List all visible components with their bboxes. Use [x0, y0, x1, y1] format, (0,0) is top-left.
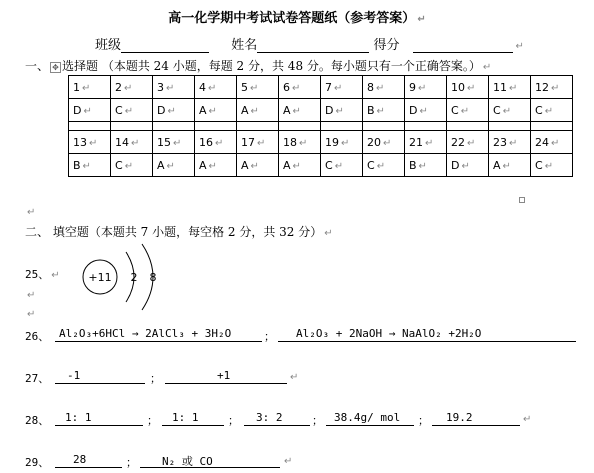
q28-answer3-field[interactable] — [244, 411, 310, 426]
answer-cell[interactable]: B ↵ — [363, 99, 405, 122]
paragraph-mark-line — [282, 453, 292, 467]
answer-cell[interactable]: C ↵ — [447, 99, 489, 122]
answer-row — [69, 99, 573, 122]
section1-title: 选择题 （本题共 24 小题，每题 2 分，共 48 分。每小题只有一个正确答案。） — [62, 59, 481, 73]
spacer-cell — [321, 122, 363, 131]
question-number-cell: 7 ↵ — [321, 76, 363, 99]
question-number-row — [69, 131, 573, 154]
paragraph-mark: ↵ — [124, 160, 134, 172]
q25-number: 25、 — [25, 268, 50, 281]
spacer-cell — [279, 122, 321, 131]
question-number-cell: 23 ↵ — [489, 131, 531, 154]
q26-label: 26、 — [25, 330, 50, 343]
answer-cell[interactable]: C ↵ — [111, 99, 153, 122]
q29-answer1: 28 — [73, 453, 87, 466]
paragraph-mark: ↵ — [419, 105, 428, 117]
paragraph-mark: ↵ — [131, 137, 140, 149]
paragraph-mark: ↵ — [334, 82, 343, 94]
q29-separator: ； — [126, 456, 137, 469]
answer-cell[interactable]: C ↵ — [111, 154, 153, 177]
q26-answer1: Al₂O₃+6HCl → 2AlCl₃ + 3H₂O — [59, 327, 232, 340]
paragraph-mark: ↵ — [250, 82, 259, 94]
paragraph-mark: ↵ — [482, 62, 492, 73]
paragraph-mark: ↵ — [89, 137, 98, 149]
q26-answer2-field[interactable] — [278, 327, 576, 342]
q29-answer1-field[interactable] — [55, 453, 122, 468]
q28-label: 28、 — [25, 414, 50, 427]
answer-cell[interactable]: D ↵ — [321, 99, 363, 122]
spacer-cell — [489, 122, 531, 131]
question-number-cell: 2 ↵ — [111, 76, 153, 99]
paragraph-mark: ↵ — [551, 82, 560, 94]
paragraph-mark: ↵ — [82, 160, 91, 172]
paragraph-mark: ↵ — [417, 14, 426, 25]
paragraph-mark: ↵ — [324, 228, 333, 239]
answer-cell[interactable]: B ↵ — [69, 154, 111, 177]
header-fields — [95, 34, 524, 53]
question-number-cell: 16 ↵ — [195, 131, 237, 154]
paragraph-mark: ↵ — [215, 137, 224, 149]
answer-row — [69, 154, 573, 177]
paragraph-mark: ↵ — [509, 137, 518, 149]
name-field[interactable] — [257, 38, 369, 53]
q28-answer5: 19.2 — [446, 411, 473, 424]
paragraph-mark: ↵ — [250, 160, 259, 172]
paragraph-mark: ↵ — [418, 160, 427, 172]
q28-answer4: 38.4g/ mol — [334, 411, 401, 424]
q28-answer2: 1: 1 — [172, 411, 199, 424]
question-number-cell: 15 ↵ — [153, 131, 195, 154]
shell2-electrons: 8 — [149, 271, 157, 284]
q26-answer1-field[interactable] — [55, 327, 262, 342]
paragraph-mark: ↵ — [208, 82, 217, 94]
paragraph-mark: ↵ — [376, 160, 386, 172]
paragraph-mark: ↵ — [27, 207, 36, 218]
paragraph-mark: ↵ — [299, 137, 308, 149]
answer-cell[interactable]: C ↵ — [531, 99, 573, 122]
q28-sep-4: ； — [418, 414, 429, 427]
title-text: 高一化学期中考试试卷答题纸（参考答案） — [168, 11, 416, 26]
q28-answer3: 3: 2 — [256, 411, 283, 424]
paragraph-mark: ↵ — [502, 160, 511, 172]
question-number-cell: 20 ↵ — [363, 131, 405, 154]
q26-answer2: Al₂O₃ + 2NaOH → NaAlO₂ +2H₂O — [296, 327, 482, 340]
spacer-cell — [363, 122, 405, 131]
paragraph-mark: ↵ — [515, 41, 524, 52]
paragraph-mark: ↵ — [383, 137, 392, 149]
question-number-cell: 10 ↵ — [447, 76, 489, 99]
paragraph-mark: ↵ — [83, 105, 92, 117]
q27-answer1: -1 — [67, 369, 81, 382]
paragraph-mark: ↵ — [173, 137, 182, 149]
answer-cell[interactable]: A ↵ — [237, 99, 279, 122]
question-number-cell: 5 ↵ — [237, 76, 279, 99]
question-number-cell: 3 ↵ — [153, 76, 195, 99]
question-number-cell: 11 ↵ — [489, 76, 531, 99]
q28-answer1: 1: 1 — [65, 411, 92, 424]
empty-line — [25, 287, 35, 301]
score-field[interactable] — [413, 38, 513, 53]
name-label: 姓名 — [231, 38, 258, 53]
paragraph-mark: ↵ — [376, 105, 385, 117]
q28-sep-2: ； — [228, 414, 239, 427]
paragraph-mark: ↵ — [509, 82, 518, 94]
q27-label: 27、 — [25, 372, 50, 385]
table-spacer-row — [69, 122, 573, 131]
paragraph-mark-line — [288, 369, 298, 383]
paragraph-mark: ↵ — [292, 105, 301, 117]
paragraph-mark: ↵ — [544, 105, 554, 117]
answer-cell[interactable]: C ↵ — [531, 154, 573, 177]
question-number-cell: 24 ↵ — [531, 131, 573, 154]
section2-heading — [25, 223, 333, 240]
table-resize-handle-icon[interactable] — [519, 197, 525, 203]
paragraph-mark: ↵ — [544, 160, 554, 172]
class-label: 班级 — [95, 38, 122, 53]
q26-separator: ； — [264, 330, 275, 343]
paragraph-mark: ↵ — [27, 309, 36, 320]
class-field[interactable] — [121, 38, 209, 53]
answer-cell[interactable]: A ↵ — [237, 154, 279, 177]
q28-sep-3: ； — [312, 414, 323, 427]
table-move-handle-icon[interactable]: ✥ — [50, 62, 61, 73]
answer-table — [68, 75, 573, 177]
q27-answer1-field[interactable] — [55, 369, 145, 384]
paragraph-mark: ↵ — [166, 160, 175, 172]
spacer-cell — [447, 122, 489, 131]
answer-cell[interactable]: D ↵ — [405, 99, 447, 122]
paragraph-mark: ↵ — [460, 105, 470, 117]
answer-cell[interactable]: D ↵ — [69, 99, 111, 122]
question-number-cell: 18 ↵ — [279, 131, 321, 154]
q29-answer2: N₂ 或 CO — [162, 455, 213, 468]
question-number-cell: 17 ↵ — [237, 131, 279, 154]
paragraph-mark: ↵ — [467, 82, 476, 94]
q29-label: 29、 — [25, 456, 50, 469]
paragraph-mark: ↵ — [334, 160, 344, 172]
paragraph-mark: ↵ — [167, 105, 176, 117]
paragraph-mark-line — [521, 411, 531, 425]
answer-cell[interactable]: C ↵ — [363, 154, 405, 177]
paragraph-mark: ↵ — [341, 137, 350, 149]
paragraph-mark: ↵ — [418, 82, 427, 94]
question-number-cell: 12 ↵ — [531, 76, 573, 99]
answer-cell[interactable]: C ↵ — [489, 99, 531, 122]
paragraph-mark: ↵ — [461, 160, 470, 172]
answer-cell[interactable]: A ↵ — [195, 154, 237, 177]
paragraph-mark: ↵ — [335, 105, 344, 117]
atom-structure-diagram — [80, 240, 170, 318]
section1-heading — [25, 57, 491, 74]
paragraph-mark: ↵ — [376, 82, 385, 94]
q28-answer2-field[interactable] — [162, 411, 224, 426]
answer-cell[interactable]: D ↵ — [153, 99, 195, 122]
paragraph-mark: ↵ — [51, 270, 60, 281]
paragraph-mark: ↵ — [250, 105, 259, 117]
page-title — [0, 7, 594, 26]
answer-cell[interactable]: B ↵ — [405, 154, 447, 177]
empty-line — [25, 204, 35, 218]
question-number-cell: 22 ↵ — [447, 131, 489, 154]
spacer-cell — [69, 122, 111, 131]
shell1-electrons: 2 — [130, 271, 138, 284]
q28-answer1-field[interactable] — [55, 411, 143, 426]
paragraph-mark: ↵ — [523, 414, 532, 425]
q27-answer2: +1 — [217, 369, 231, 382]
spacer-cell — [153, 122, 195, 131]
empty-line — [25, 306, 35, 320]
question-number-cell: 6 ↵ — [279, 76, 321, 99]
score-label: 得分 — [373, 38, 400, 53]
q27-separator: ； — [150, 372, 161, 385]
paragraph-mark: ↵ — [208, 105, 217, 117]
spacer-cell — [237, 122, 279, 131]
question-number-cell: 4 ↵ — [195, 76, 237, 99]
answer-cell[interactable]: C ↵ — [321, 154, 363, 177]
spacer-cell — [195, 122, 237, 131]
answer-cell[interactable]: A ↵ — [279, 99, 321, 122]
paragraph-mark: ↵ — [124, 82, 133, 94]
q28-answer5-field[interactable] — [432, 411, 520, 426]
paragraph-mark: ↵ — [425, 137, 434, 149]
section1-number: 一、 — [25, 59, 50, 73]
paragraph-mark: ↵ — [257, 137, 266, 149]
section2-title: 二、 填空题（本题共 7 小题，每空格 2 分，共 32 分） — [25, 225, 323, 239]
paragraph-mark: ↵ — [292, 160, 301, 172]
answer-cell[interactable]: A ↵ — [279, 154, 321, 177]
paragraph-mark: ↵ — [82, 82, 91, 94]
paragraph-mark: ↵ — [467, 137, 476, 149]
paragraph-mark: ↵ — [551, 137, 560, 149]
q28-sep-1: ； — [147, 414, 158, 427]
question-number-row — [69, 76, 573, 99]
q29-answer2-field[interactable] — [140, 453, 280, 468]
paragraph-mark: ↵ — [166, 82, 175, 94]
question-number-cell: 21 ↵ — [405, 131, 447, 154]
answer-cell[interactable]: A ↵ — [195, 99, 237, 122]
spacer-cell — [405, 122, 447, 131]
answer-cell[interactable]: A ↵ — [489, 154, 531, 177]
question-number-cell: 8 ↵ — [363, 76, 405, 99]
nucleus-charge: +11 — [88, 271, 112, 284]
spacer-cell — [531, 122, 573, 131]
spacer-cell — [111, 122, 153, 131]
paragraph-mark: ↵ — [124, 105, 134, 117]
question-number-cell: 1 ↵ — [69, 76, 111, 99]
paragraph-mark: ↵ — [284, 456, 293, 467]
question-number-cell: 13 ↵ — [69, 131, 111, 154]
q25-label — [25, 266, 60, 282]
answer-cell[interactable]: A ↵ — [153, 154, 195, 177]
answer-cell[interactable]: D ↵ — [447, 154, 489, 177]
paragraph-mark: ↵ — [208, 160, 217, 172]
question-number-cell: 14 ↵ — [111, 131, 153, 154]
question-number-cell: 9 ↵ — [405, 76, 447, 99]
q27-answer2-field[interactable] — [165, 369, 287, 384]
paragraph-mark: ↵ — [502, 105, 512, 117]
paragraph-mark: ↵ — [290, 372, 299, 383]
paragraph-mark: ↵ — [292, 82, 301, 94]
question-number-cell: 19 ↵ — [321, 131, 363, 154]
paragraph-mark: ↵ — [27, 290, 36, 301]
q28-answer4-field[interactable] — [326, 411, 414, 426]
